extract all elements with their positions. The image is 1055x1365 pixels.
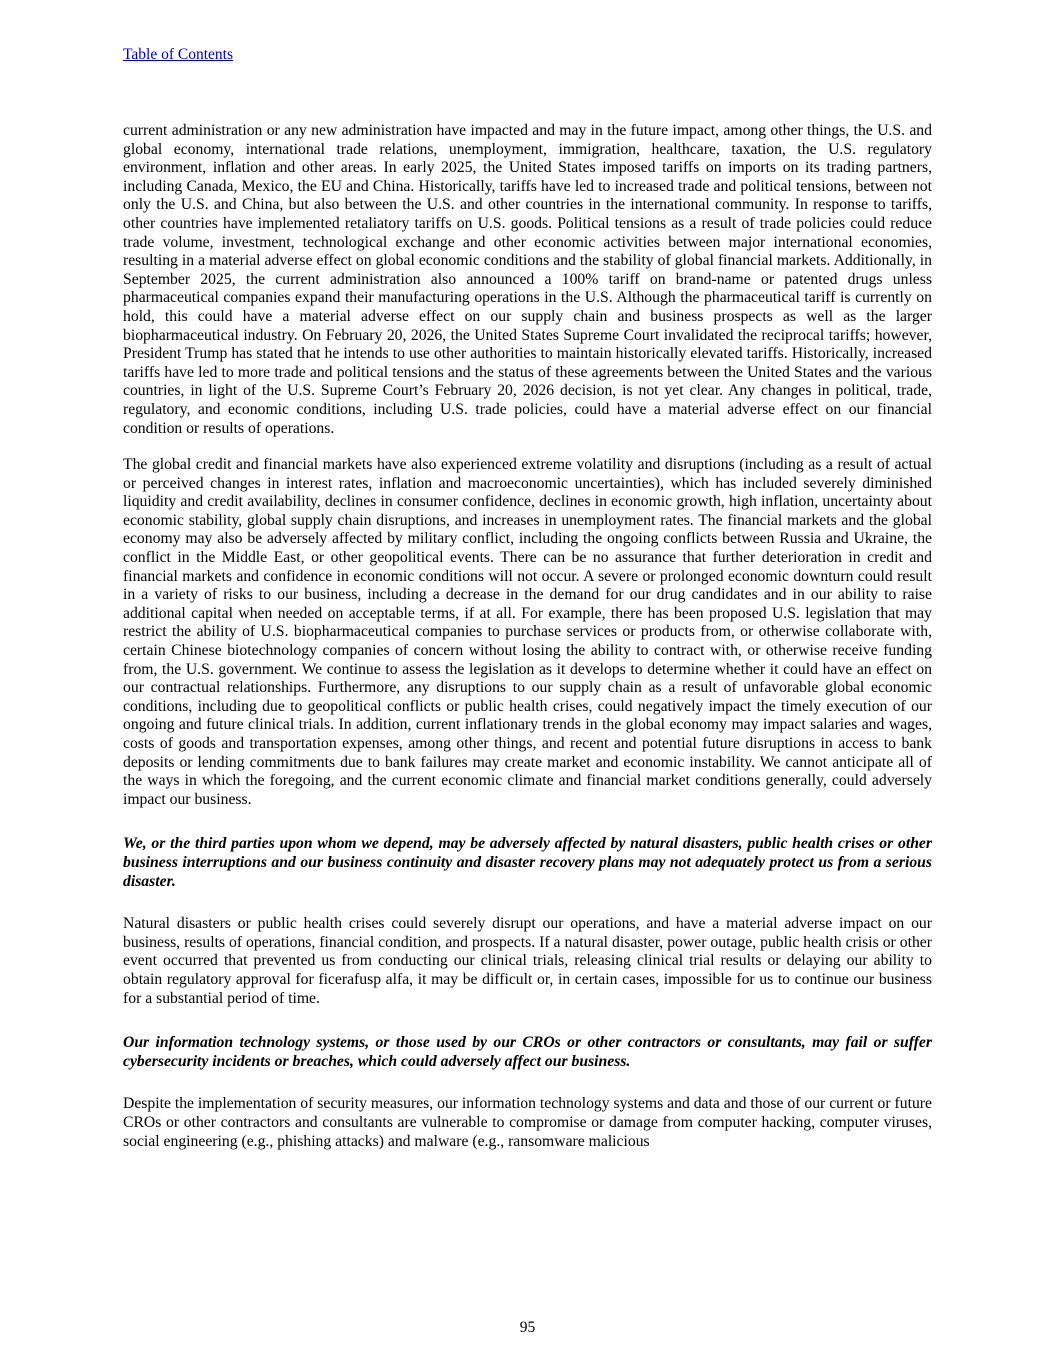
document-content <box>123 0 932 1169</box>
paragraph-natural-disasters: Natural disasters or public health crises could severely disrupt our operations, and have a material adverse impact on our business, results of operations, financial condition, and prospects. If a natural disaster, power outage, public health crisis or other event occurred that prevented us from conducting our clinical trials, releasing clinical trial results or delaying our ability to obtain regulatory approval for ficerafusp alfa, it may be difficult or, in certain cases, impossible for us to continue our business for a substantial period of time. <box>123 915 932 1007</box>
paragraph-credit-markets: The global credit and financial markets have also experienced extreme volatility and disruptions (including as a result of actual or perceived changes in interest rates, inflation and macroeconomic uncertainties), which has included severely diminished liquidity and credit availability, declines in consumer confidence, declines in economic growth, high inflation, uncertainty about economic stability, global supply chain disruptions, and increases in unemployment rates. The financial markets and the global economy may also be adversely affected by military conflict, including the ongoing conflicts between Russia and Ukraine, the conflict in the Middle East, or other geopolitical events. There can be no assurance that further deterioration in credit and financial markets and confidence in economic conditions will not occur. A severe or prolonged economic downturn could result in a variety of risks to our business, including a decrease in the demand for our drug candidates and in our ability to raise additional capital when needed on acceptable terms, if at all. For example, there has been proposed U.S. legislation that may restrict the ability of U.S. biopharmaceutical companies to purchase services or products from, or otherwise collaborate with, certain Chinese biotechnology companies of concern without losing the ability to contract with, or otherwise receive funding from, the U.S. government. We continue to assess the legislation as it develops to determine whether it could have an effect on our contractual relationships. Furthermore, any disruptions to our supply chain as a result of unfavorable global economic conditions, including due to geopolitical conflicts or public health crises, could negatively impact the timely execution of our ongoing and future clinical trials. In addition, current inflationary trends in the global economy may impact salaries and wages, costs of goods and transportation expenses, among other things, and recent and potential future disruptions in access to bank deposits or lending commitments due to bank failures may create market and economic instability. We cannot anticipate all of the ways in which the foregoing, and the current economic climate and financial market conditions generally, could adversely impact our business. <box>123 456 932 808</box>
paragraph-cybersecurity: Despite the implementation of security measures, our information technology systems and data and those of our current or future CROs or other contractors and consultants are vulnerable to compromise or damage from computer hacking, computer viruses, social engineering (e.g., phishing attacks) and malware (e.g., ransomware malicious <box>123 1095 932 1150</box>
risk-heading-information-technology: Our information technology systems, or those used by our CROs or other contractors or consultants, may fail or suffer cybersecurity incidents or breaches, which could adversely affect our business. <box>123 1034 932 1070</box>
risk-heading-natural-disasters: We, or the third parties upon whom we depend, may be adversely affected by natural disasters, public health crises or other business interruptions and our business continuity and disaster recovery plans may not adequately protect us from a serious disaster. <box>123 835 932 890</box>
table-of-contents-link[interactable]: Table of Contents <box>123 46 233 63</box>
page-number: 95 <box>519 1319 536 1336</box>
paragraph-tariffs: current administration or any new administration have impacted and may in the future impact, among other things, the U.S. and global economy, international trade relations, unemployment, immigration, healthcare, taxation, the U.S. regulatory environment, inflation and other areas. In early 2025, the United States imposed tariffs on imports on its trading partners, including Canada, Mexico, the EU and China. Historically, tariffs have led to increased trade and political tensions, between not only the U.S. and China, but also between the U.S. and other countries in the international community. In response to tariffs, other countries have implemented retaliatory tariffs on U.S. goods. Political tensions as a result of trade policies could reduce trade volume, investment, technological exchange and other economic activities between major international economies, resulting in a material adverse effect on global economic conditions and the stability of global financial markets. Additionally, in September 2025, the current administration also announced a 100% tariff on brand-name or patented drugs unless pharmaceutical companies expand their manufacturing operations in the U.S. Although the pharmaceutical tariff is currently on hold, this could have a material adverse effect on our supply chain and business prospects as well as the larger biopharmaceutical industry. On February 20, 2026, the United States Supreme Court invalidated the reciprocal tariffs; however, President Trump has stated that he intends to use other authorities to maintain historically elevated tariffs. Historically, increased tariffs have led to more trade and political tensions and the status of these agreements between the United States and the various countries, in light of the U.S. Supreme Court’s February 20, 2026 decision, is not yet clear. Any changes in political, trade, regulatory, and economic conditions, including U.S. trade policies, could have a material adverse effect on our financial condition or results of operations. <box>123 122 932 437</box>
body-text <box>123 122 932 1151</box>
